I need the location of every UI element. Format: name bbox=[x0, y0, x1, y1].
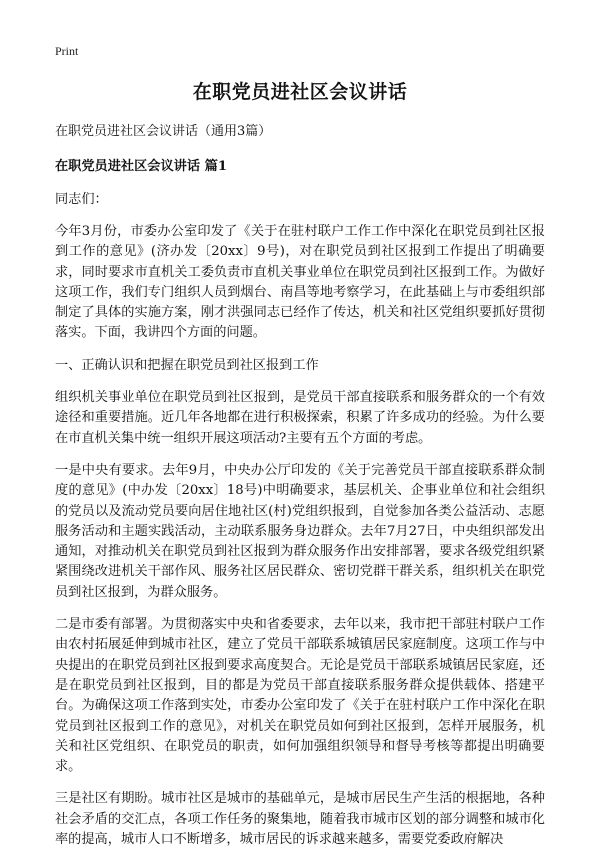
paragraph-heading-one: 一、正确认识和把握在职党员到社区报到工作 bbox=[55, 357, 319, 373]
paragraph-point-two: 二是市委有部署。为贯彻落实中央和省委要求，去年以来，我市把干部驻村联户工作由农村拓展延伸到城市社区，建立了党员干部联系城镇居民家庭制度。这项工作与中央提出的在职党员到社区报到要求高度契合。无论是党员干部联系城镇居民家庭，还是在职党员到社区报到，目的都是为党员干部直接联系服务群众提供载体、搭建平台。为确保这项工作落到实处，市委办公室印发了《关于在驻村联户工作中深化在职党员到社区报到工作的意见》，对机关在职党员如何到社区报到，怎样开展服务，机关和社区党组织、在职党员的职责，如何加强组织领导和督导考核等都提出明确要求。 bbox=[55, 617, 545, 775]
salutation: 同志们： bbox=[55, 192, 108, 207]
print-link[interactable]: Print bbox=[55, 44, 79, 58]
paragraph-point-three: 三是社区有期盼。城市社区是城市的基础单元，是城市居民生产生活的根据地，各种社会矛盾的交汇点，各项工作任务的聚集地，随着我市城市区划的部分调整和城市化率的提高，城市人口不断增多，城市居民的诉求越来越多，需要党委政府解决 bbox=[55, 791, 545, 848]
paragraph-intro: 今年3月份，市委办公室印发了《关于在驻村联户工作工作中深化在职党员到社区报到工作的意见》(济办发〔20xx〕9号)，对在职党员到社区报到工作提出了明确要求，同时要求市直机关工委负责市直机关事业单位在职党员到社区报到工作。为做好这项工作，我们专门组织人员到烟台、南昌等地考察学习，在此基础上与市委组织部制定了具体的实施方案，刚才洪强同志已经作了传达，机关和社区党组织要抓好贯彻落实。下面，我讲四个方面的问题。 bbox=[55, 224, 545, 341]
document-title: 在职党员进社区会议讲话 bbox=[192, 81, 408, 103]
paragraph-overview: 组织机关事业单位在职党员到社区报到，是党员干部直接联系和服务群众的一个有效途径和重要措施。近几年各地都在进行积极探索，积累了许多成功的经验。为什么要在市直机关集中统一组织开展这项活动?主要有五个方面的考虑。 bbox=[55, 390, 545, 446]
document-subtitle: 在职党员进社区会议讲话（通用3篇） bbox=[55, 124, 272, 139]
section-heading: 在职党员进社区会议讲话 篇1 bbox=[55, 159, 228, 174]
document-body bbox=[55, 78, 545, 862]
paragraph-point-one: 一是中央有要求。去年9月，中央办公厅印发的《关于完善党员干部直接联系群众制度的意见》(中办发〔20xx〕18号)中明确要求，基层机关、企事业单位和社会组织的党员以及流动党员要向居住地社区(村)党组织报到，自觉参加各类公益活动、志愿服务活动和主题实践活动，主动联系服务身边群众。去年7月27日，中央组织部发出通知，对推动机关在职党员到社区报到为群众服务作出安排部署，要求各级党组织紧紧围绕改进机关干部作风、服务社区居民群众、密切党群干群关系，组织机关在职党员到社区报到，为群众服务。 bbox=[55, 462, 545, 600]
